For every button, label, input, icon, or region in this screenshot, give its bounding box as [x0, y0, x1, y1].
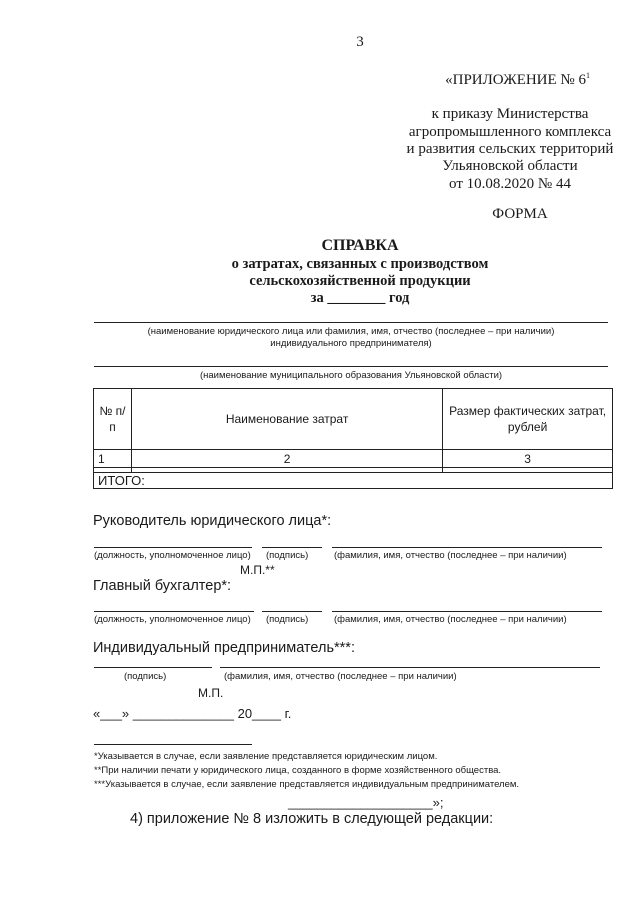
municipal-line — [94, 366, 608, 367]
doc-subtitle-2: сельскохозяйственной продукции — [249, 273, 471, 289]
entrepreneur-stamp: М.П. — [198, 686, 224, 700]
municipal-caption: (наименование муниципального образования Ульяновской области) — [199, 370, 503, 381]
head-signature-line — [262, 547, 322, 548]
closing-line: ____________________»; — [288, 795, 444, 810]
doc-year-line: за ________ год — [310, 290, 410, 306]
annex-title — [380, 71, 590, 89]
entrepreneur-caption-fullname: (фамилия, имя, отчество (последнее – при наличии) — [224, 671, 457, 682]
accountant-fullname-line — [332, 611, 602, 612]
footnote-1: *Указывается в случае, если заявление представляется юридическим лицом. — [94, 751, 438, 762]
head-caption-position: (должность, уполномоченное лицо) — [94, 550, 251, 561]
entrepreneur-signature-line — [94, 667, 212, 668]
footnote-separator — [94, 744, 252, 745]
footnote-2: **При наличии печати у юридического лица, созданного в форме хозяйственного общества. — [94, 765, 502, 776]
total-label: ИТОГО: — [94, 473, 613, 489]
entrepreneur-label: Индивидуальный предприниматель***: — [93, 640, 355, 656]
accountant-caption-signature: (подпись) — [266, 614, 309, 625]
head-caption-signature: (подпись) — [266, 550, 309, 561]
page-number: 3 — [356, 34, 364, 50]
col-number-3: 3 — [443, 450, 613, 468]
entity-caption-2: индивидуального предпринимателя) — [270, 338, 432, 349]
annex-line-3: и развития сельских территорий — [406, 141, 614, 157]
next-item: 4) приложение № 8 изложить в следующей редакции: — [130, 811, 494, 827]
entrepreneur-fullname-line — [220, 667, 600, 668]
annex-line-1: к приказу Министерства — [431, 106, 589, 122]
doc-subtitle-1: о затратах, связанных с производством — [231, 256, 489, 272]
table-total-row — [94, 473, 613, 489]
col-number-1: 1 — [94, 450, 132, 468]
entrepreneur-caption-signature: (подпись) — [124, 671, 167, 682]
annex-line-2: агропромышленного комплекса — [408, 124, 612, 140]
annex-title-text: «ПРИЛОЖЕНИЕ № 6 — [445, 72, 586, 88]
cost-table — [93, 388, 613, 489]
date-line: «___» ______________ 20____ г. — [93, 706, 292, 721]
doc-title: СПРАВКА — [321, 237, 399, 254]
head-position-line — [94, 547, 252, 548]
col-number-2: 2 — [131, 450, 442, 468]
accountant-caption-position: (должность, уполномоченное лицо) — [94, 614, 251, 625]
annex-title-sup: 1 — [586, 71, 590, 80]
table-header-row — [94, 389, 613, 450]
accountant-caption-fullname: (фамилия, имя, отчество (последнее – при наличии) — [334, 614, 567, 625]
annex-line-4: Ульяновской области — [442, 158, 578, 174]
form-label: ФОРМА — [492, 206, 548, 222]
head-stamp: М.П.** — [240, 563, 275, 577]
header-number: № п/п — [94, 389, 132, 450]
entity-caption-1: (наименование юридического лица или фамилия, имя, отчество (последнее – при наличии) — [147, 326, 555, 337]
accountant-label: Главный бухгалтер*: — [93, 578, 232, 594]
entity-line — [94, 322, 608, 323]
head-label: Руководитель юридического лица*: — [93, 513, 332, 529]
accountant-signature-line — [262, 611, 322, 612]
annex-line-5: от 10.08.2020 № 44 — [449, 176, 571, 192]
header-cost-amount: Размер фактических затрат, рублей — [443, 389, 613, 450]
table-number-row — [94, 450, 613, 468]
footnote-3: ***Указывается в случае, если заявление представляется индивидуальным предпринимателем. — [94, 779, 520, 790]
header-cost-name: Наименование затрат — [131, 389, 442, 450]
accountant-position-line — [94, 611, 254, 612]
head-caption-fullname: (фамилия, имя, отчество (последнее – при наличии) — [334, 550, 567, 561]
head-fullname-line — [332, 547, 602, 548]
